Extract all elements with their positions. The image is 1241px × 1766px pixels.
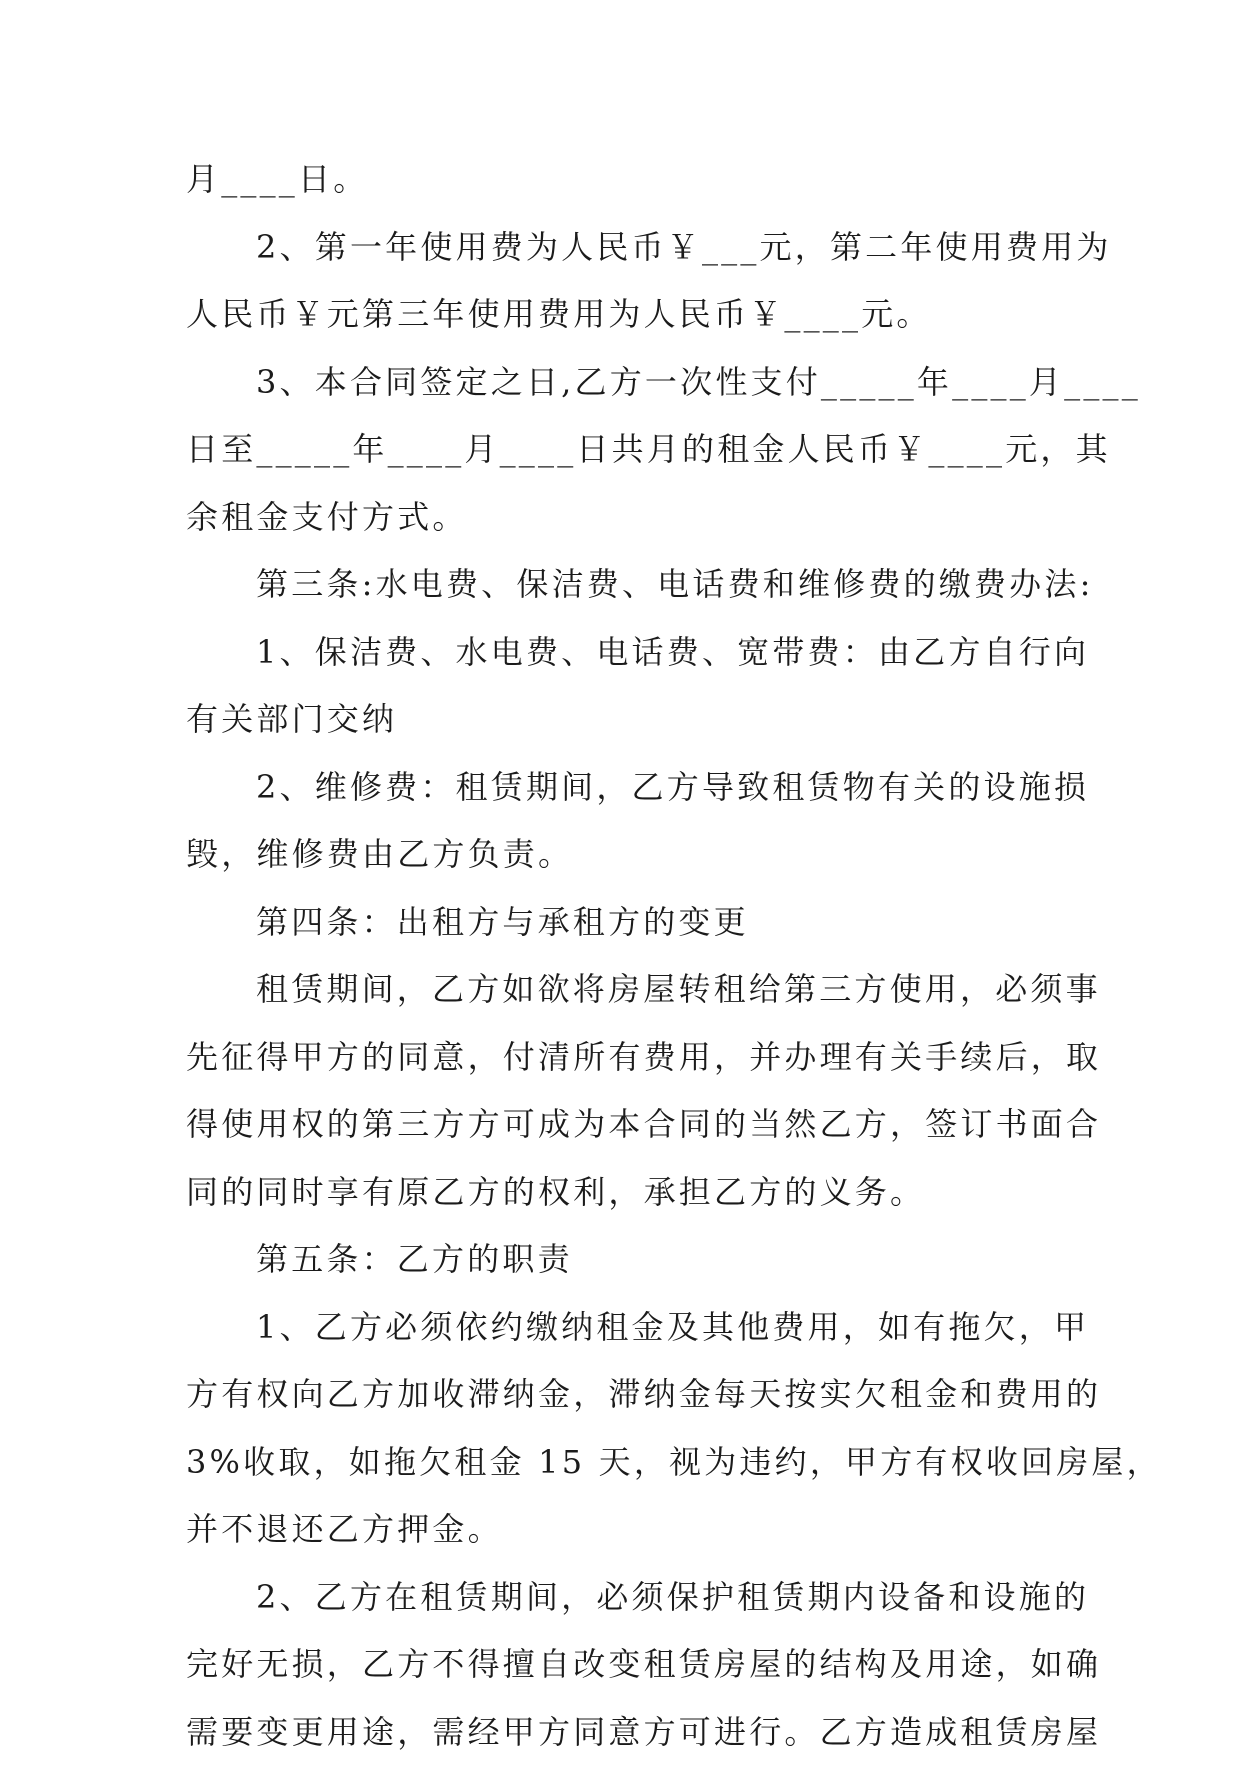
text-line: 毁，维修费由乙方负责。 bbox=[186, 821, 1056, 889]
text-line: 并不退还乙方押金。 bbox=[186, 1496, 1056, 1564]
text-line: 日至_____年____月____日共月的租金人民币￥____元，其 bbox=[186, 416, 1056, 484]
section-heading-5: 第五条：乙方的职责 bbox=[186, 1226, 1056, 1294]
text-line: 2、维修费：租赁期间，乙方导致租赁物有关的设施损 bbox=[186, 754, 1056, 822]
text-line: 2、第一年使用费为人民币￥___元，第二年使用费用为 bbox=[186, 214, 1056, 282]
text-line: 先征得甲方的同意，付清所有费用，并办理有关手续后，取 bbox=[186, 1024, 1056, 1092]
section-heading-3: 第三条:水电费、保洁费、电话费和维修费的缴费办法: bbox=[186, 551, 1056, 619]
text-line: 2、乙方在租赁期间，必须保护租赁期内设备和设施的 bbox=[186, 1564, 1056, 1632]
text-line: 1、乙方必须依约缴纳租金及其他费用，如有拖欠，甲 bbox=[186, 1294, 1056, 1362]
section-heading-4: 第四条：出租方与承租方的变更 bbox=[186, 889, 1056, 957]
text-line: 3、本合同签定之日,乙方一次性支付_____年____月____ bbox=[186, 349, 1056, 417]
text-line: 租赁期间，乙方如欲将房屋转租给第三方使用，必须事 bbox=[186, 956, 1056, 1024]
contract-body-text bbox=[186, 146, 1056, 1766]
text-line: 余租金支付方式。 bbox=[186, 484, 1056, 552]
text-line: 1、保洁费、水电费、电话费、宽带费：由乙方自行向 bbox=[186, 619, 1056, 687]
text-line: 有关部门交纳 bbox=[186, 686, 1056, 754]
text-line: 同的同时享有原乙方的权利，承担乙方的义务。 bbox=[186, 1159, 1056, 1227]
text-line: 月____日。 bbox=[186, 146, 1056, 214]
text-line: 3%收取，如拖欠租金 15 天，视为违约，甲方有权收回房屋， bbox=[186, 1429, 1056, 1497]
text-line: 需要变更用途，需经甲方同意方可进行。乙方造成租赁房屋 bbox=[186, 1699, 1056, 1766]
text-line: 方有权向乙方加收滞纳金，滞纳金每天按实欠租金和费用的 bbox=[186, 1361, 1056, 1429]
text-line: 得使用权的第三方方可成为本合同的当然乙方，签订书面合 bbox=[186, 1091, 1056, 1159]
text-line: 完好无损，乙方不得擅自改变租赁房屋的结构及用途，如确 bbox=[186, 1631, 1056, 1699]
text-line: 人民币￥元第三年使用费用为人民币￥____元。 bbox=[186, 281, 1056, 349]
